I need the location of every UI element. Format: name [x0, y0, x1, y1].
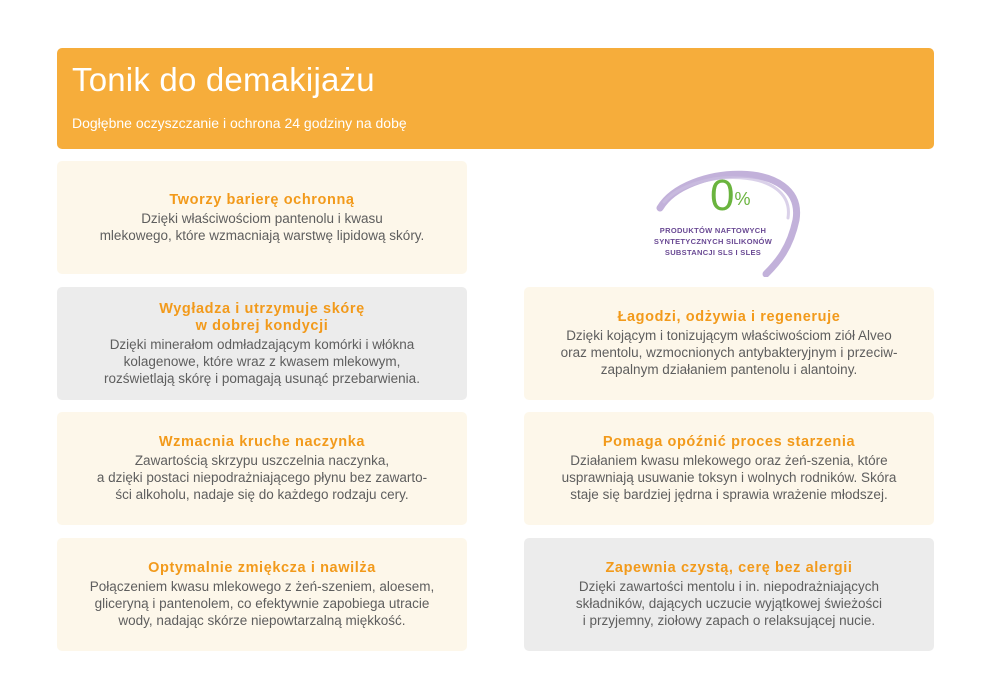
feature-card-moisturizing — [57, 538, 467, 651]
feature-title: Wygładza i utrzymuje skórę w dobrej kondycji — [159, 300, 365, 334]
badge-line: SUBSTANCJI SLS I SLES — [664, 248, 762, 257]
feature-text: Zawartością skrzypu uszczelnia naczynka, a dzięki postaci niepodrażniającego płynu bez zawarto- ści alkoholu, nadaje się do każdego rodzaju cery. — [96, 453, 428, 502]
feature-title: Pomaga opóźnić proces starzenia — [602, 434, 856, 450]
feature-text: Dzięki zawartości mentolu i in. niepodrażniających składników, dających uczucie wyjątkowej świeżości i przyjemny, ziołowy zapach o relaksującej nucie. — [575, 579, 883, 628]
feature-card-smoothing — [57, 287, 467, 400]
zero-percent-badge — [628, 162, 838, 277]
feature-text: Dzięki kojącym i tonizującym właściwościom ziół Alveo oraz mentolu, wzmocnionych antybakteryjnym i przeciw- zapalnym działaniem pantenolu i alantoiny. — [560, 328, 898, 377]
page-title: Tonik do demakijażu — [72, 61, 375, 98]
feature-text: Dzięki minerałom odmładzającym komórki i włókna kolagenowe, które wraz z kwasem mlekowym, rozświetlają skórę i pomagają usunąć przebarwienia. — [104, 336, 420, 386]
feature-card-antiaging — [524, 412, 934, 525]
feature-text: Dzięki właściwościom pantenolu i kwasu mlekowego, które wzmacniają warstwę lipidową skóry. — [99, 210, 425, 243]
feature-title: Zapewnia czystą, cerę bez alergii — [605, 560, 853, 576]
feature-card-soothing — [524, 287, 934, 400]
badge-line: PRODUKTÓW NAFTOWYCH — [659, 226, 767, 235]
feature-text: Połączeniem kwasu mlekowego z żeń-szeniem, aloesem, gliceryną i pantenolem, co efektywnie zapobiega utracie wody, nadając skórze niepowtarzalną miękkość. — [89, 579, 435, 628]
page-subtitle: Dogłębne oczyszczanie i ochrona 24 godziny na dobę — [72, 115, 407, 131]
feature-text: Działaniem kwasu mlekowego oraz żeń-szenia, które usprawniają usuwanie toksyn i wolnych rodników. Skóra staje się bardziej jędrna i sprawia wrażenie młodszej. — [561, 453, 897, 502]
header-banner — [57, 48, 934, 149]
feature-title: Optymalnie zmiękcza i nawilża — [148, 560, 376, 576]
feature-card-vessels — [57, 412, 467, 525]
zero-percent-value: 0% — [710, 171, 751, 220]
feature-title: Tworzy barierę ochronną — [169, 191, 355, 208]
feature-title: Łagodzi, odżywia i regeneruje — [617, 309, 841, 325]
badge-line: SYNTETYCZNYCH SILIKONÓW — [653, 237, 773, 246]
feature-card-barrier — [57, 161, 467, 274]
feature-title: Wzmacnia kruche naczynka — [158, 434, 366, 450]
feature-card-allergy-free — [524, 538, 934, 651]
